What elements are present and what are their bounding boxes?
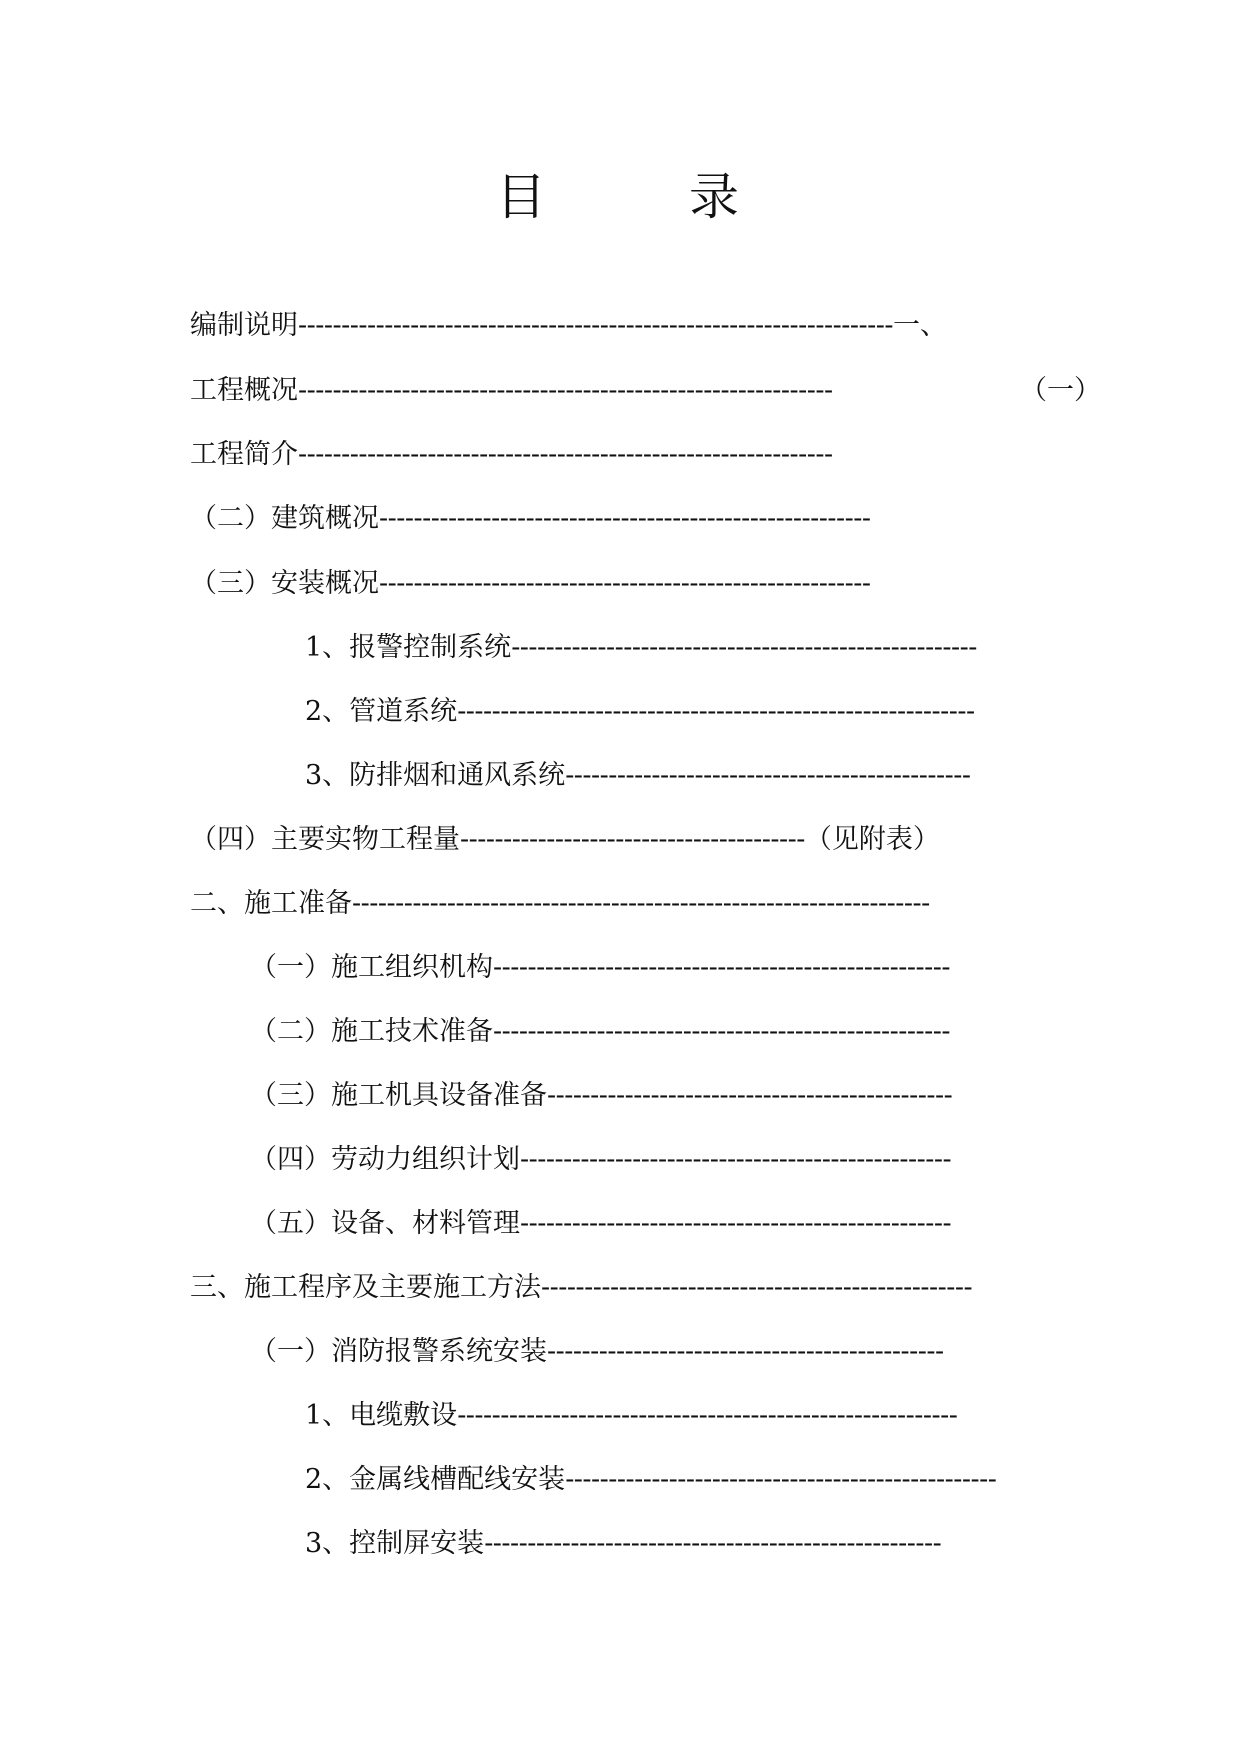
toc-entry (190, 820, 940, 860)
toc-entry-leader: ---------------------------------------------- (547, 1336, 944, 1367)
toc-entry-leader: -------------------------------------------------- (541, 1272, 973, 1303)
toc-entry-leader: ----------------------------------------------- (547, 1080, 953, 1111)
toc-entry-leader: --------------------------------------------------------- (379, 503, 871, 534)
toc-entry-leader: ----------------------------------------------------- (493, 1016, 951, 1047)
toc-entry-leader: ---------------------------------------------------------- (457, 1400, 958, 1431)
toc-entry-leader: -------------------------------------------------------------- (298, 375, 833, 406)
toc-entry-label: 二、施工准备 (190, 888, 352, 919)
toc-entry-leader: ---------------------------------------- (460, 824, 805, 855)
toc-entry-label: （一）施工组织机构 (250, 952, 493, 983)
toc-entry-label: （一）消防报警系统安装 (250, 1336, 547, 1367)
toc-entry-leader: ------------------------------------------------------------------- (352, 888, 930, 919)
toc-entry-leader: ----------------------------------------------- (565, 760, 971, 791)
toc-entry-tail: 一、 (893, 310, 947, 341)
toc-entry-label: 2、管道系统 (305, 696, 458, 727)
toc-entry-label: 工程概况 (190, 375, 298, 406)
toc-entry-label: 三、施工程序及主要施工方法 (190, 1272, 541, 1303)
toc-entry (305, 692, 975, 732)
toc-entry (305, 756, 970, 796)
toc-entry (190, 306, 947, 346)
toc-entry-label: 3、控制屏安装 (305, 1528, 485, 1559)
toc-entry (250, 948, 950, 988)
toc-entry-label: （三）安装概况 (190, 568, 379, 599)
toc-entry-leader: ----------------------------------------------------- (484, 1528, 942, 1559)
toc-entry-tail: （见附表） (804, 824, 940, 855)
toc-entry-label: （三）施工机具设备准备 (250, 1080, 547, 1111)
toc-entry-label: 3、防排烟和通风系统 (305, 760, 566, 791)
title-char-2: 录 (689, 168, 739, 226)
toc-entry-label: （二）施工技术准备 (250, 1016, 493, 1047)
toc-entry (250, 1012, 950, 1052)
toc-entry-leader: -------------------------------------------------------------- (298, 439, 833, 470)
toc-entry (305, 1524, 941, 1564)
toc-entry (305, 628, 977, 668)
page-title (0, 162, 1241, 232)
toc-entry (250, 1204, 951, 1244)
toc-entry-leader: --------------------------------------------------------- (379, 568, 871, 599)
toc-entry (190, 499, 871, 539)
toc-entry (250, 1140, 951, 1180)
toc-entry (305, 1396, 957, 1436)
toc-entry-label: （四）劳动力组织计划 (250, 1144, 520, 1175)
toc-entry-label: （二）建筑概况 (190, 503, 379, 534)
toc-entry (190, 1268, 972, 1308)
toc-entry-label: 2、金属线槽配线安装 (305, 1464, 566, 1495)
toc-entry (190, 371, 833, 411)
toc-entry (190, 435, 833, 475)
toc-entry-leader: --------------------------------------------------------------------- (298, 310, 893, 341)
toc-entry-leader: ----------------------------------------------------- (493, 952, 951, 983)
toc-entry-leader: -------------------------------------------------- (520, 1144, 952, 1175)
stray-fragment: （一） (1020, 375, 1101, 406)
toc-entry (190, 564, 871, 604)
toc-entry-label: 工程简介 (190, 439, 298, 470)
title-char-1: 目 (496, 168, 546, 226)
toc-entry-label: 编制说明 (190, 310, 298, 341)
toc-entry-label: （四）主要实物工程量 (190, 824, 460, 855)
toc-entry-leader: -------------------------------------------------- (565, 1464, 997, 1495)
toc-entry-leader: ------------------------------------------------------------ (457, 696, 975, 727)
toc-entry-leader: ------------------------------------------------------ (511, 632, 977, 663)
toc-entry (190, 884, 930, 924)
toc-entry (250, 1332, 944, 1372)
toc-entry (250, 1076, 952, 1116)
toc-entry (305, 1460, 996, 1500)
toc-entry-leader: -------------------------------------------------- (520, 1208, 952, 1239)
toc-entry-label: （五）设备、材料管理 (250, 1208, 520, 1239)
toc-entry-label: 1、电缆敷设 (305, 1400, 458, 1431)
toc-entry-label: 1、报警控制系统 (305, 632, 512, 663)
